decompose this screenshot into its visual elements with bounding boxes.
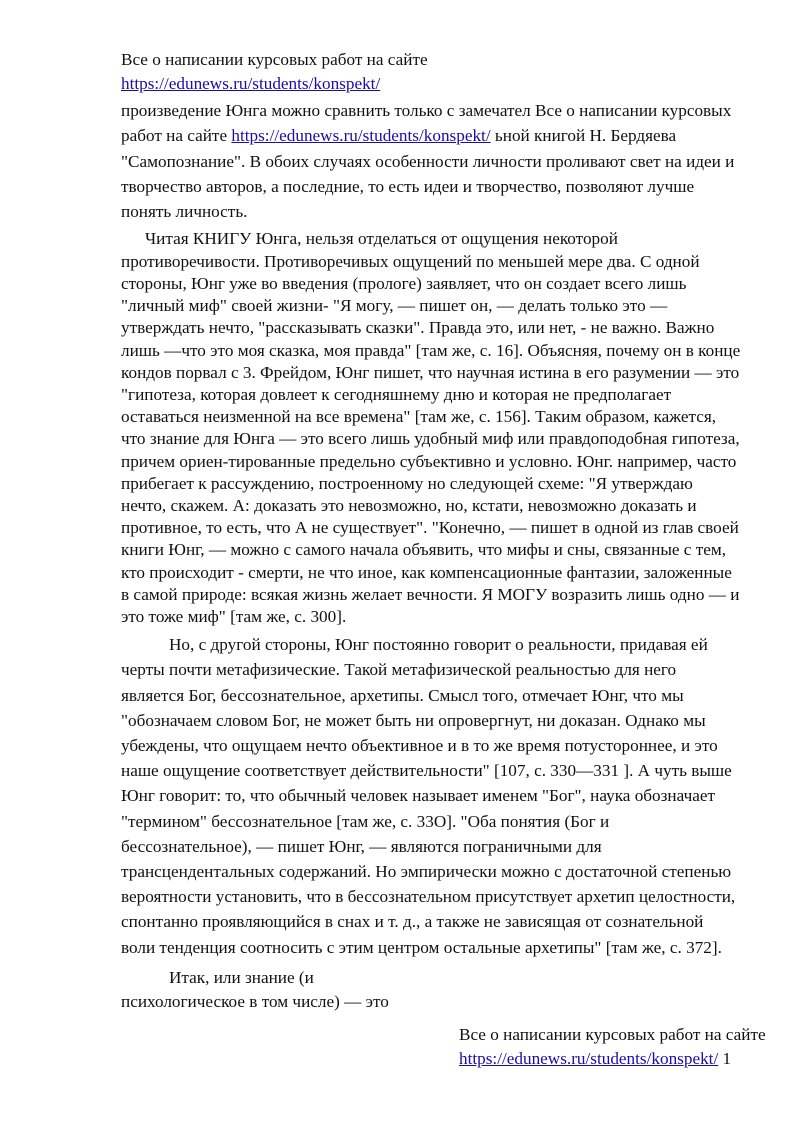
header-text: Все о написании курсовых работ на сайте xyxy=(121,50,428,69)
paragraph-1-inline-text: Все о написании курсовых работ на сайте xyxy=(121,101,732,146)
document-page xyxy=(121,48,741,1014)
footer-block xyxy=(459,1023,766,1071)
paragraph-2: Читая КНИГУ Юнга, нельзя отделаться от ощущения некоторой противоречивости. Противоречивых ощущений по меньшей мере два. С одной стороны, Юнг уже во введения (прологе) заявляет, что он создает всего лишь "личный миф" своей жизни- "Я могу, — пишет он, — делать только это — утверждать нечто, "рассказывать сказки". Правда это, или нет, - не важно. Важно лишь —что это моя сказка, моя правда" [там же, с. 16]. Объясняя, почему он в конце кондов порвал с 3. Фрейдом, Юнг пишет, что научная истина в его разумении — это "гипотеза, которая довлеет к сегодняшнему дню и которая не предполагает оставаться неизменной на все времена" [там же, с. 156]. Таким образом, кажется, что знание для Юнга — это всего лишь удобный миф или правдоподобная гипотеза, причем ориен-тированные предельно субъективно и условно. Юнг. например, часто прибегает к рассуждению, построенному но следующей схеме: "Я утверждаю нечто, скажем. А: доказать это невозможно, но, кстати, невозможно доказать и противное, то есть, что А не существует". "Конечно, — пишет в одной из глав своей книги Юнг, — можно с самого начала объявить, что мифы и сны, связанные с тем, кто происходит - смерти, не что иное, как компенсационные фантазии, заложенные в самой природе: всякая жизнь желает вечности. Я МОГУ возразить лишь одно — и это тоже миф" [там же, с. 300]. xyxy=(121,229,741,626)
paragraph-1-inline-link[interactable]: https://edunews.ru/students/konspekt/ xyxy=(231,126,491,146)
header-block xyxy=(121,48,741,96)
paragraph-3: Но, с другой стороны, Юнг постоянно говорит о реальности, придавая ей черты почти метафизические. Такой метафизической реальностью для него является Бог, бессознательное, архетипы. Смысл того, отмечает Юнг, что мы "обозначаем словом Бог, не может быть ни опровергнут, ни доказан. Однако мы убеждены, что ощущаем нечто объективное и в то же время потустороннее, и это наше ощущение соответствует действительности" [107, с. 330—331 ]. А чуть выше Юнг говорит: то, что обычный человек называет именем "Бог", наука обозначает "термином" бессознательное [там же, с. 33О]. "Оба понятия (Бог и бессознательное), — пишет Юнг, — являются пограничными для трансцендентальных содержаний. Но эмпирически можно с достаточной степенью вероятности установить, что в бессознательном присутствует архетип целостности, спонтанно проявляющийся в снах и т. д., а также не зависящая от сознательной воли тенденция соотносить с этим центром остальные архетипы" [там же, с. 372]. xyxy=(121,635,736,957)
paragraph-1-after: ьной книгой Н. Бердяева "Самопознание". В обоих случаях особенности личности проливают свет на идеи и творчество авторов, а последние, то есть идеи и творчество, позволяют лучше понять личность. xyxy=(121,126,735,222)
header-link[interactable]: https://edunews.ru/students/konspekt/ xyxy=(121,74,381,93)
page-number: 1 xyxy=(722,1049,732,1068)
paragraph-1-before: произведение Юнга можно сравнить только с замечател xyxy=(121,101,536,120)
footer-link[interactable]: https://edunews.ru/students/konspekt/ xyxy=(459,1049,719,1068)
paragraph-1 xyxy=(121,98,741,224)
paragraph-4: Итак, или знание (и психологическое в том числе) — это xyxy=(121,967,389,1011)
footer-text: Все о написании курсовых работ на сайте xyxy=(459,1025,766,1044)
footer-line xyxy=(459,1047,766,1071)
